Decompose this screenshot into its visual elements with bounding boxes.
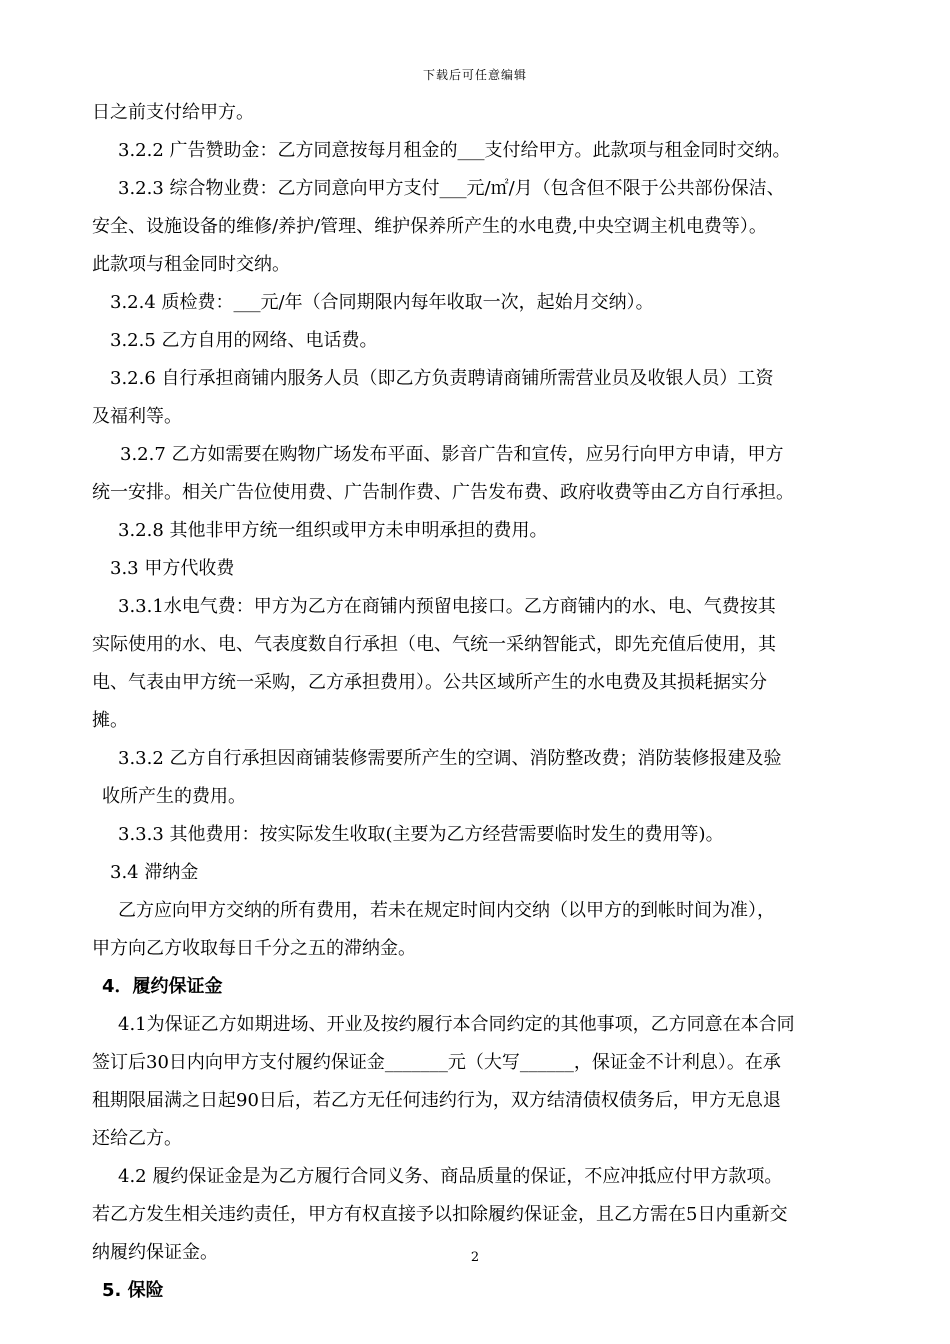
paragraph-line: 收所产生的费用。 <box>102 786 246 807</box>
paragraph-line: 3.2.2 广告赞助金：乙方同意按每月租金的___支付给甲方。此款项与租金同时交纳。 <box>118 140 791 161</box>
section-heading: 4．履约保证金 <box>102 976 223 997</box>
section-heading: 5. 保险 <box>102 1280 164 1301</box>
section-heading: 3.4 滞纳金 <box>110 862 199 883</box>
paragraph-line: 及福利等。 <box>92 406 182 427</box>
paragraph-line: 签订后30日内向甲方支付履约保证金_______元（大写______，保证金不计利息）。在承 <box>92 1052 781 1073</box>
paragraph-line: 实际使用的水、电、气表度数自行承担（电、气统一采纳智能式，即先充值后使用，其 <box>92 634 776 655</box>
document-body <box>92 94 852 1310</box>
page-header: 下载后可任意编辑 <box>422 68 527 82</box>
paragraph-line: 3.2.4 质检费：___元/年（合同期限内每年收取一次，起始月交纳）。 <box>110 292 654 313</box>
paragraph-line: 3.2.6 自行承担商铺内服务人员（即乙方负责聘请商铺所需营业员及收银人员）工资 <box>110 368 774 389</box>
paragraph-line: 4.1为保证乙方如期进场、开业及按约履行本合同约定的其他事项，乙方同意在本合同 <box>118 1014 795 1035</box>
paragraph-line: 此款项与租金同时交纳。 <box>92 254 290 275</box>
paragraph-line: 3.2.8 其他非甲方统一组织或甲方未申明承担的费用。 <box>118 520 548 541</box>
paragraph-line: 纳履约保证金。 <box>92 1242 218 1263</box>
paragraph-line: 日之前支付给甲方。 <box>92 102 254 123</box>
page-number: 2 <box>470 1250 480 1265</box>
paragraph-line: 甲方向乙方收取每日千分之五的滞纳金。 <box>92 938 416 959</box>
paragraph-line: 3.2.7 乙方如需要在购物广场发布平面、影音广告和宣传，应另行向甲方申请，甲方 <box>120 444 784 465</box>
paragraph-line: 还给乙方。 <box>92 1128 182 1149</box>
paragraph-line: 3.2.3 综合物业费：乙方同意向甲方支付___元/㎡/月（包含但不限于公共部份保洁、 <box>118 178 785 199</box>
paragraph-line: 3.3.2 乙方自行承担因商铺装修需要所产生的空调、消防整改费；消防装修报建及验 <box>118 748 782 769</box>
paragraph-line: 安全、设施设备的维修/养护/管理、维护保养所产生的水电费,中央空调主机电费等）。 <box>92 216 767 237</box>
paragraph-line: 乙方应向甲方交纳的所有费用，若未在规定时间内交纳（以甲方的到帐时间为准）， <box>118 900 775 921</box>
paragraph-line: 若乙方发生相关违约责任，甲方有权直接予以扣除履约保证金，且乙方需在5日内重新交 <box>92 1204 788 1225</box>
paragraph-line: 3.3.3 其他费用：按实际发生收取(主要为乙方经营需要临时发生的费用等)。 <box>118 824 724 845</box>
paragraph-line: 3.3.1水电气费：甲方为乙方在商铺内预留电接口。乙方商铺内的水、电、气费按其 <box>118 596 776 617</box>
paragraph-line: 3.2.5 乙方自用的网络、电话费。 <box>110 330 378 351</box>
section-heading: 3.3 甲方代收费 <box>110 558 235 579</box>
paragraph-line: 摊。 <box>92 710 128 731</box>
paragraph-line: 统一安排。相关广告位使用费、广告制作费、广告发布费、政府收费等由乙方自行承担。 <box>92 482 794 503</box>
paragraph-line: 4.2 履约保证金是为乙方履行合同义务、商品质量的保证，不应冲抵应付甲方款项。 <box>118 1166 783 1187</box>
paragraph-line: 电、气表由甲方统一采购，乙方承担费用）。公共区域所产生的水电费及其损耗据实分 <box>92 672 767 693</box>
paragraph-line: 租期限届满之日起90日后，若乙方无任何违约行为，双方结清债权债务后，甲方无息退 <box>92 1090 781 1111</box>
